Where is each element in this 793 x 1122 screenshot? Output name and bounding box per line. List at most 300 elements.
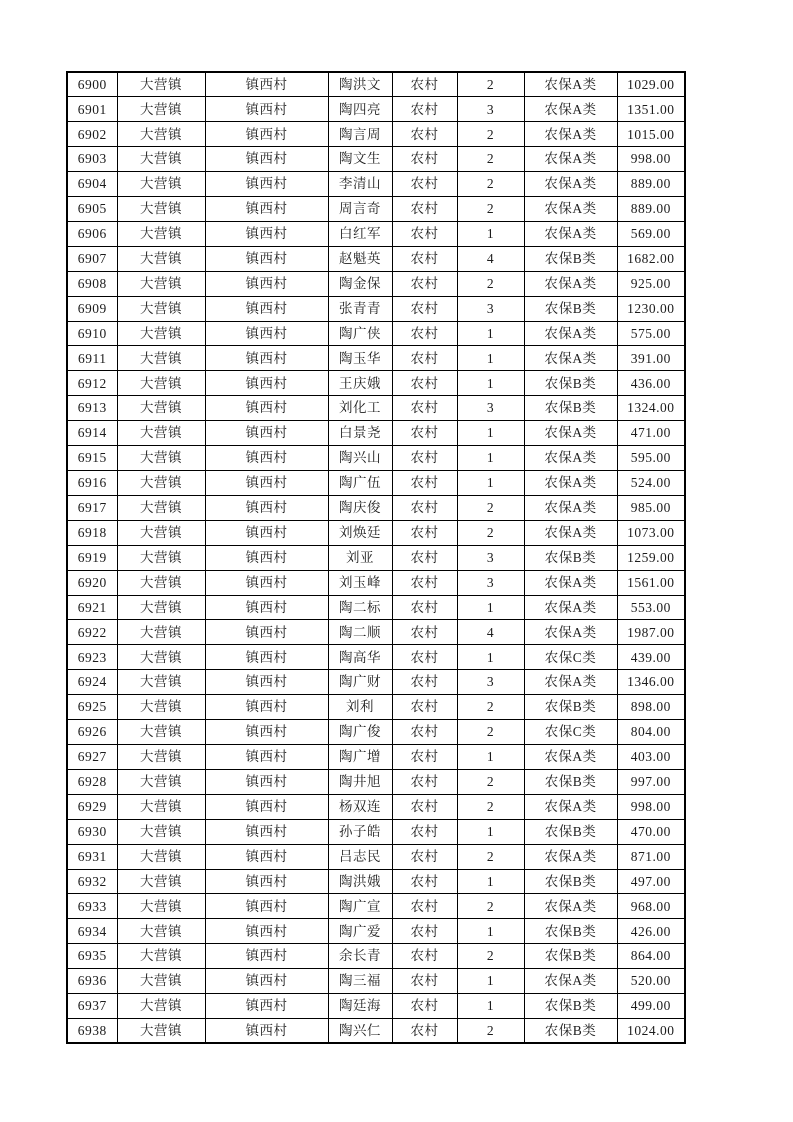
cell-person-name: 陶高华 [328,645,392,670]
cell-person-count: 3 [457,570,524,595]
cell-record-id: 6912 [67,371,117,396]
cell-insurance-category: 农保A类 [524,744,617,769]
cell-record-id: 6907 [67,246,117,271]
cell-amount: 871.00 [617,844,685,869]
cell-residence-type: 农村 [392,620,457,645]
table-row [67,769,685,794]
cell-amount: 1259.00 [617,545,685,570]
cell-insurance-category: 农保A类 [524,844,617,869]
cell-person-count: 2 [457,720,524,745]
cell-town: 大营镇 [117,595,205,620]
cell-insurance-category: 农保B类 [524,769,617,794]
cell-village: 镇西村 [205,645,328,670]
cell-amount: 1987.00 [617,620,685,645]
cell-insurance-category: 农保A类 [524,471,617,496]
cell-person-count: 1 [457,321,524,346]
cell-record-id: 6900 [67,72,117,97]
cell-amount: 426.00 [617,919,685,944]
cell-town: 大营镇 [117,122,205,147]
cell-residence-type: 农村 [392,894,457,919]
cell-village: 镇西村 [205,744,328,769]
cell-residence-type: 农村 [392,296,457,321]
cell-amount: 569.00 [617,221,685,246]
cell-amount: 1346.00 [617,670,685,695]
cell-town: 大营镇 [117,720,205,745]
cell-village: 镇西村 [205,321,328,346]
cell-person-name: 陶井旭 [328,769,392,794]
cell-town: 大营镇 [117,695,205,720]
cell-person-count: 2 [457,894,524,919]
cell-person-name: 陶金保 [328,271,392,296]
cell-residence-type: 农村 [392,147,457,172]
cell-record-id: 6930 [67,819,117,844]
cell-insurance-category: 农保A类 [524,346,617,371]
cell-record-id: 6922 [67,620,117,645]
cell-person-count: 1 [457,221,524,246]
cell-amount: 575.00 [617,321,685,346]
cell-person-name: 陶广侠 [328,321,392,346]
cell-person-count: 2 [457,769,524,794]
cell-amount: 889.00 [617,197,685,222]
cell-person-name: 刘化工 [328,396,392,421]
cell-record-id: 6916 [67,471,117,496]
table-row [67,147,685,172]
cell-town: 大营镇 [117,471,205,496]
cell-person-name: 余长青 [328,944,392,969]
cell-village: 镇西村 [205,695,328,720]
cell-town: 大营镇 [117,670,205,695]
cell-person-name: 陶洪娥 [328,869,392,894]
cell-amount: 524.00 [617,471,685,496]
cell-village: 镇西村 [205,495,328,520]
cell-person-name: 赵魁英 [328,246,392,271]
cell-insurance-category: 农保B类 [524,1018,617,1043]
table-row [67,720,685,745]
cell-residence-type: 农村 [392,969,457,994]
cell-person-count: 3 [457,97,524,122]
cell-amount: 497.00 [617,869,685,894]
cell-residence-type: 农村 [392,346,457,371]
cell-insurance-category: 农保B类 [524,819,617,844]
cell-person-name: 陶廷海 [328,994,392,1019]
cell-person-count: 1 [457,371,524,396]
cell-town: 大营镇 [117,371,205,396]
table-row [67,446,685,471]
table-row [67,72,685,97]
cell-residence-type: 农村 [392,172,457,197]
table-row [67,794,685,819]
cell-record-id: 6920 [67,570,117,595]
cell-amount: 998.00 [617,147,685,172]
cell-village: 镇西村 [205,371,328,396]
cell-insurance-category: 农保A类 [524,147,617,172]
cell-record-id: 6910 [67,321,117,346]
cell-person-name: 陶文生 [328,147,392,172]
cell-amount: 985.00 [617,495,685,520]
cell-amount: 968.00 [617,894,685,919]
table-row [67,246,685,271]
cell-person-count: 1 [457,919,524,944]
table-row [67,346,685,371]
cell-village: 镇西村 [205,620,328,645]
cell-person-count: 3 [457,670,524,695]
cell-residence-type: 农村 [392,246,457,271]
cell-record-id: 6935 [67,944,117,969]
cell-residence-type: 农村 [392,97,457,122]
cell-village: 镇西村 [205,969,328,994]
cell-person-name: 刘焕廷 [328,520,392,545]
table-row [67,97,685,122]
cell-residence-type: 农村 [392,221,457,246]
table-row [67,894,685,919]
cell-residence-type: 农村 [392,1018,457,1043]
cell-village: 镇西村 [205,844,328,869]
cell-person-name: 王庆娥 [328,371,392,396]
table-row [67,545,685,570]
cell-record-id: 6901 [67,97,117,122]
cell-person-count: 2 [457,495,524,520]
cell-insurance-category: 农保A类 [524,620,617,645]
cell-person-name: 陶广爱 [328,919,392,944]
cell-insurance-category: 农保B类 [524,296,617,321]
cell-town: 大营镇 [117,197,205,222]
cell-town: 大营镇 [117,620,205,645]
table-row [67,321,685,346]
cell-person-count: 1 [457,744,524,769]
cell-person-name: 陶兴仁 [328,1018,392,1043]
cell-town: 大营镇 [117,246,205,271]
cell-town: 大营镇 [117,919,205,944]
cell-town: 大营镇 [117,1018,205,1043]
cell-insurance-category: 农保A类 [524,321,617,346]
cell-person-name: 陶广俊 [328,720,392,745]
cell-person-name: 陶广宣 [328,894,392,919]
cell-person-count: 2 [457,271,524,296]
cell-person-name: 陶二顺 [328,620,392,645]
cell-insurance-category: 农保A类 [524,97,617,122]
table-row [67,122,685,147]
cell-insurance-category: 农保A类 [524,794,617,819]
cell-village: 镇西村 [205,346,328,371]
cell-person-name: 陶言周 [328,122,392,147]
table-row [67,1018,685,1043]
cell-person-name: 陶广伍 [328,471,392,496]
cell-record-id: 6927 [67,744,117,769]
cell-village: 镇西村 [205,819,328,844]
cell-village: 镇西村 [205,97,328,122]
cell-insurance-category: 农保A类 [524,421,617,446]
cell-insurance-category: 农保C类 [524,720,617,745]
cell-town: 大营镇 [117,944,205,969]
cell-record-id: 6936 [67,969,117,994]
table-row [67,670,685,695]
cell-village: 镇西村 [205,471,328,496]
cell-residence-type: 农村 [392,869,457,894]
cell-residence-type: 农村 [392,769,457,794]
cell-person-count: 2 [457,172,524,197]
cell-insurance-category: 农保B类 [524,919,617,944]
cell-person-name: 陶三福 [328,969,392,994]
table-row [67,495,685,520]
cell-record-id: 6921 [67,595,117,620]
cell-village: 镇西村 [205,670,328,695]
cell-village: 镇西村 [205,271,328,296]
cell-amount: 471.00 [617,421,685,446]
cell-town: 大营镇 [117,994,205,1019]
cell-record-id: 6918 [67,520,117,545]
cell-amount: 1561.00 [617,570,685,595]
table-row [67,172,685,197]
cell-person-count: 3 [457,396,524,421]
cell-record-id: 6914 [67,421,117,446]
records-table-container [66,71,684,1044]
cell-town: 大营镇 [117,172,205,197]
cell-residence-type: 农村 [392,321,457,346]
cell-insurance-category: 农保B类 [524,545,617,570]
cell-person-name: 陶洪文 [328,72,392,97]
cell-town: 大营镇 [117,645,205,670]
cell-insurance-category: 农保A类 [524,570,617,595]
cell-person-count: 2 [457,1018,524,1043]
cell-insurance-category: 农保C类 [524,645,617,670]
cell-insurance-category: 农保A类 [524,520,617,545]
cell-record-id: 6933 [67,894,117,919]
cell-person-count: 1 [457,595,524,620]
cell-amount: 470.00 [617,819,685,844]
cell-amount: 1029.00 [617,72,685,97]
cell-village: 镇西村 [205,570,328,595]
cell-record-id: 6909 [67,296,117,321]
cell-amount: 1073.00 [617,520,685,545]
cell-residence-type: 农村 [392,645,457,670]
cell-person-name: 杨双连 [328,794,392,819]
cell-village: 镇西村 [205,720,328,745]
table-row [67,645,685,670]
cell-record-id: 6919 [67,545,117,570]
table-row [67,221,685,246]
cell-village: 镇西村 [205,147,328,172]
cell-town: 大营镇 [117,520,205,545]
cell-village: 镇西村 [205,769,328,794]
cell-record-id: 6931 [67,844,117,869]
cell-residence-type: 农村 [392,545,457,570]
cell-residence-type: 农村 [392,794,457,819]
cell-person-name: 陶广增 [328,744,392,769]
cell-record-id: 6938 [67,1018,117,1043]
table-row [67,819,685,844]
cell-residence-type: 农村 [392,720,457,745]
cell-person-name: 陶二标 [328,595,392,620]
cell-village: 镇西村 [205,172,328,197]
cell-town: 大营镇 [117,969,205,994]
cell-residence-type: 农村 [392,944,457,969]
table-row [67,844,685,869]
cell-person-name: 孙子皓 [328,819,392,844]
cell-record-id: 6928 [67,769,117,794]
cell-person-count: 1 [457,969,524,994]
cell-record-id: 6917 [67,495,117,520]
cell-record-id: 6926 [67,720,117,745]
cell-town: 大营镇 [117,271,205,296]
cell-residence-type: 农村 [392,495,457,520]
cell-village: 镇西村 [205,545,328,570]
cell-insurance-category: 农保A类 [524,122,617,147]
cell-town: 大营镇 [117,894,205,919]
cell-amount: 997.00 [617,769,685,794]
cell-residence-type: 农村 [392,446,457,471]
cell-person-count: 2 [457,844,524,869]
cell-village: 镇西村 [205,595,328,620]
cell-town: 大营镇 [117,421,205,446]
cell-residence-type: 农村 [392,197,457,222]
cell-amount: 804.00 [617,720,685,745]
cell-village: 镇西村 [205,994,328,1019]
cell-amount: 1324.00 [617,396,685,421]
cell-village: 镇西村 [205,446,328,471]
cell-record-id: 6929 [67,794,117,819]
table-row [67,296,685,321]
cell-insurance-category: 农保A类 [524,969,617,994]
cell-person-name: 白红军 [328,221,392,246]
table-row [67,869,685,894]
cell-amount: 520.00 [617,969,685,994]
cell-town: 大营镇 [117,321,205,346]
cell-town: 大营镇 [117,147,205,172]
cell-residence-type: 农村 [392,271,457,296]
cell-residence-type: 农村 [392,471,457,496]
cell-residence-type: 农村 [392,695,457,720]
cell-insurance-category: 农保A类 [524,495,617,520]
cell-amount: 1351.00 [617,97,685,122]
cell-residence-type: 农村 [392,72,457,97]
cell-village: 镇西村 [205,794,328,819]
cell-record-id: 6937 [67,994,117,1019]
cell-insurance-category: 农保B类 [524,246,617,271]
cell-town: 大营镇 [117,570,205,595]
cell-insurance-category: 农保A类 [524,172,617,197]
cell-insurance-category: 农保B类 [524,396,617,421]
cell-town: 大营镇 [117,744,205,769]
cell-amount: 998.00 [617,794,685,819]
cell-record-id: 6934 [67,919,117,944]
cell-insurance-category: 农保B类 [524,944,617,969]
cell-amount: 553.00 [617,595,685,620]
cell-town: 大营镇 [117,346,205,371]
cell-amount: 436.00 [617,371,685,396]
cell-record-id: 6904 [67,172,117,197]
table-row [67,969,685,994]
cell-village: 镇西村 [205,197,328,222]
cell-person-count: 2 [457,520,524,545]
records-table-body [67,72,685,1043]
cell-town: 大营镇 [117,296,205,321]
cell-person-count: 1 [457,819,524,844]
cell-person-count: 1 [457,869,524,894]
cell-residence-type: 农村 [392,744,457,769]
cell-residence-type: 农村 [392,994,457,1019]
cell-record-id: 6908 [67,271,117,296]
cell-insurance-category: 农保A类 [524,894,617,919]
cell-person-name: 陶兴山 [328,446,392,471]
cell-amount: 889.00 [617,172,685,197]
cell-village: 镇西村 [205,72,328,97]
cell-residence-type: 农村 [392,819,457,844]
cell-town: 大营镇 [117,545,205,570]
cell-person-name: 白景尧 [328,421,392,446]
cell-amount: 1230.00 [617,296,685,321]
cell-person-count: 4 [457,246,524,271]
cell-person-count: 2 [457,147,524,172]
cell-amount: 391.00 [617,346,685,371]
cell-town: 大营镇 [117,869,205,894]
cell-insurance-category: 农保A类 [524,221,617,246]
cell-person-count: 3 [457,545,524,570]
cell-insurance-category: 农保B类 [524,869,617,894]
cell-town: 大营镇 [117,819,205,844]
cell-village: 镇西村 [205,396,328,421]
cell-person-count: 1 [457,471,524,496]
cell-residence-type: 农村 [392,396,457,421]
table-row [67,744,685,769]
cell-amount: 1015.00 [617,122,685,147]
cell-residence-type: 农村 [392,595,457,620]
table-row [67,944,685,969]
cell-person-name: 陶四亮 [328,97,392,122]
cell-amount: 1682.00 [617,246,685,271]
cell-record-id: 6932 [67,869,117,894]
cell-person-count: 2 [457,695,524,720]
cell-village: 镇西村 [205,1018,328,1043]
cell-insurance-category: 农保A类 [524,595,617,620]
cell-amount: 1024.00 [617,1018,685,1043]
table-row [67,396,685,421]
cell-record-id: 6906 [67,221,117,246]
cell-record-id: 6915 [67,446,117,471]
cell-village: 镇西村 [205,221,328,246]
cell-town: 大营镇 [117,446,205,471]
table-row [67,620,685,645]
cell-amount: 864.00 [617,944,685,969]
cell-residence-type: 农村 [392,670,457,695]
cell-person-count: 2 [457,72,524,97]
cell-insurance-category: 农保A类 [524,670,617,695]
records-table [66,71,686,1044]
table-row [67,919,685,944]
cell-record-id: 6911 [67,346,117,371]
table-row [67,197,685,222]
cell-amount: 898.00 [617,695,685,720]
cell-residence-type: 农村 [392,919,457,944]
cell-person-name: 张青青 [328,296,392,321]
cell-insurance-category: 农保B类 [524,371,617,396]
table-row [67,421,685,446]
table-row [67,570,685,595]
cell-amount: 595.00 [617,446,685,471]
cell-town: 大营镇 [117,221,205,246]
cell-village: 镇西村 [205,296,328,321]
cell-insurance-category: 农保A类 [524,446,617,471]
cell-person-count: 1 [457,346,524,371]
cell-residence-type: 农村 [392,570,457,595]
cell-town: 大营镇 [117,396,205,421]
cell-village: 镇西村 [205,894,328,919]
cell-amount: 499.00 [617,994,685,1019]
table-row [67,994,685,1019]
cell-person-name: 陶庆俊 [328,495,392,520]
cell-person-name: 周言奇 [328,197,392,222]
cell-record-id: 6905 [67,197,117,222]
cell-amount: 403.00 [617,744,685,769]
